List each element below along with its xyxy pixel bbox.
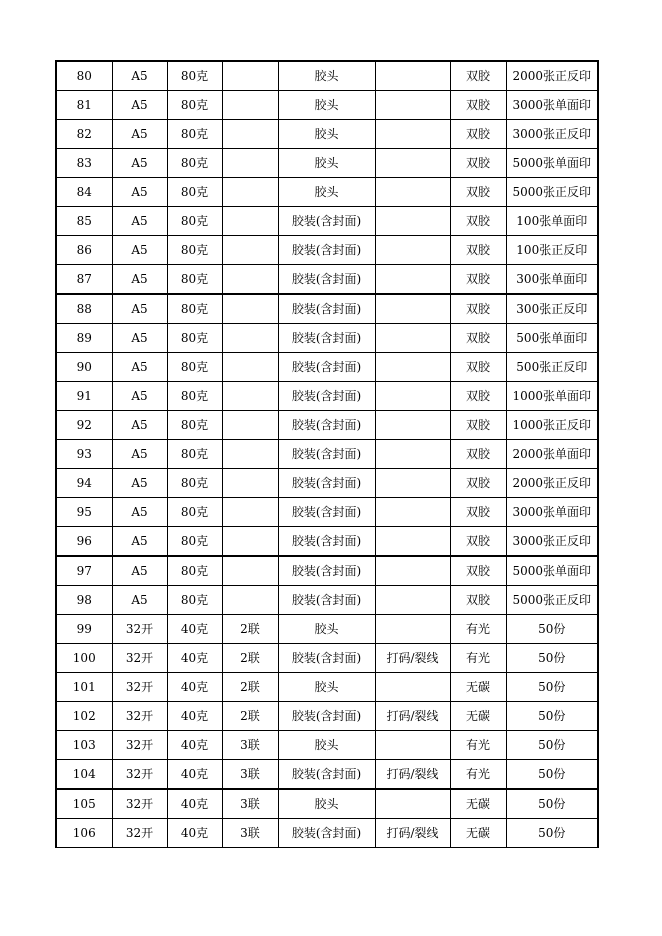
- process-cell: [375, 527, 450, 557]
- copies-cell: [222, 294, 278, 324]
- quantity-cell: 50份: [506, 644, 598, 673]
- table-row: [56, 207, 598, 236]
- size-cell: 32开: [112, 789, 167, 819]
- binding-cell: 胶装(含封面): [278, 294, 375, 324]
- quantity-cell: 50份: [506, 760, 598, 790]
- table-row: [56, 411, 598, 440]
- row-number-cell: 104: [56, 760, 112, 790]
- paper-weight-cell: 80克: [167, 207, 222, 236]
- row-number-cell: 99: [56, 615, 112, 644]
- paper-type-cell: 有光: [450, 760, 506, 790]
- quantity-cell: 5000张正反印: [506, 586, 598, 615]
- row-number-cell: 103: [56, 731, 112, 760]
- size-cell: 32开: [112, 702, 167, 731]
- copies-cell: [222, 382, 278, 411]
- paper-weight-cell: 80克: [167, 382, 222, 411]
- process-cell: [375, 615, 450, 644]
- binding-cell: 胶头: [278, 61, 375, 91]
- table-row: [56, 498, 598, 527]
- table-row: [56, 294, 598, 324]
- copies-cell: [222, 498, 278, 527]
- binding-cell: 胶头: [278, 731, 375, 760]
- quantity-cell: 500张正反印: [506, 353, 598, 382]
- paper-type-cell: 双胶: [450, 556, 506, 586]
- process-cell: [375, 120, 450, 149]
- copies-cell: [222, 178, 278, 207]
- paper-weight-cell: 80克: [167, 498, 222, 527]
- paper-weight-cell: 40克: [167, 731, 222, 760]
- row-number-cell: 83: [56, 149, 112, 178]
- paper-weight-cell: 80克: [167, 265, 222, 295]
- paper-type-cell: 无碳: [450, 789, 506, 819]
- size-cell: 32开: [112, 615, 167, 644]
- row-number-cell: 94: [56, 469, 112, 498]
- row-number-cell: 90: [56, 353, 112, 382]
- table-row: [56, 556, 598, 586]
- binding-cell: 胶头: [278, 149, 375, 178]
- row-number-cell: 98: [56, 586, 112, 615]
- quantity-cell: 50份: [506, 789, 598, 819]
- process-cell: [375, 91, 450, 120]
- size-cell: A5: [112, 61, 167, 91]
- quantity-cell: 100张正反印: [506, 236, 598, 265]
- binding-cell: 胶头: [278, 91, 375, 120]
- price-table: [55, 60, 599, 848]
- binding-cell: 胶装(含封面): [278, 353, 375, 382]
- process-cell: [375, 586, 450, 615]
- row-number-cell: 100: [56, 644, 112, 673]
- paper-weight-cell: 80克: [167, 527, 222, 557]
- quantity-cell: 500张单面印: [506, 324, 598, 353]
- binding-cell: 胶装(含封面): [278, 440, 375, 469]
- quantity-cell: 2000张正反印: [506, 469, 598, 498]
- process-cell: [375, 265, 450, 295]
- paper-weight-cell: 80克: [167, 236, 222, 265]
- quantity-cell: 50份: [506, 702, 598, 731]
- paper-weight-cell: 40克: [167, 644, 222, 673]
- copies-cell: [222, 324, 278, 353]
- process-cell: [375, 556, 450, 586]
- size-cell: A5: [112, 353, 167, 382]
- paper-type-cell: 双胶: [450, 178, 506, 207]
- size-cell: 32开: [112, 760, 167, 790]
- table-row: [56, 469, 598, 498]
- process-cell: [375, 382, 450, 411]
- paper-type-cell: 双胶: [450, 498, 506, 527]
- process-cell: [375, 440, 450, 469]
- size-cell: 32开: [112, 731, 167, 760]
- paper-type-cell: 双胶: [450, 586, 506, 615]
- copies-cell: [222, 265, 278, 295]
- process-cell: [375, 236, 450, 265]
- size-cell: A5: [112, 120, 167, 149]
- quantity-cell: 3000张正反印: [506, 120, 598, 149]
- paper-type-cell: 双胶: [450, 440, 506, 469]
- quantity-cell: 3000张单面印: [506, 91, 598, 120]
- paper-weight-cell: 80克: [167, 149, 222, 178]
- process-cell: 打码/裂线: [375, 819, 450, 848]
- process-cell: [375, 731, 450, 760]
- row-number-cell: 82: [56, 120, 112, 149]
- binding-cell: 胶装(含封面): [278, 498, 375, 527]
- paper-type-cell: 有光: [450, 644, 506, 673]
- paper-weight-cell: 80克: [167, 294, 222, 324]
- paper-weight-cell: 40克: [167, 789, 222, 819]
- paper-type-cell: 有光: [450, 731, 506, 760]
- binding-cell: 胶装(含封面): [278, 556, 375, 586]
- size-cell: A5: [112, 91, 167, 120]
- row-number-cell: 84: [56, 178, 112, 207]
- row-number-cell: 91: [56, 382, 112, 411]
- size-cell: 32开: [112, 644, 167, 673]
- size-cell: A5: [112, 469, 167, 498]
- size-cell: A5: [112, 324, 167, 353]
- row-number-cell: 87: [56, 265, 112, 295]
- row-number-cell: 93: [56, 440, 112, 469]
- table-row: [56, 61, 598, 91]
- paper-type-cell: 双胶: [450, 294, 506, 324]
- process-cell: [375, 411, 450, 440]
- process-cell: [375, 178, 450, 207]
- binding-cell: 胶装(含封面): [278, 411, 375, 440]
- binding-cell: 胶装(含封面): [278, 527, 375, 557]
- copies-cell: [222, 411, 278, 440]
- table-row: [56, 265, 598, 295]
- size-cell: A5: [112, 178, 167, 207]
- table-row: [56, 789, 598, 819]
- binding-cell: 胶头: [278, 615, 375, 644]
- binding-cell: 胶头: [278, 178, 375, 207]
- process-cell: [375, 673, 450, 702]
- copies-cell: 3联: [222, 789, 278, 819]
- binding-cell: 胶装(含封面): [278, 382, 375, 411]
- binding-cell: 胶头: [278, 120, 375, 149]
- paper-type-cell: 双胶: [450, 91, 506, 120]
- process-cell: [375, 294, 450, 324]
- table-row: [56, 178, 598, 207]
- table-row: [56, 353, 598, 382]
- table-row: [56, 382, 598, 411]
- paper-weight-cell: 80克: [167, 178, 222, 207]
- size-cell: A5: [112, 498, 167, 527]
- size-cell: 32开: [112, 819, 167, 848]
- paper-type-cell: 双胶: [450, 207, 506, 236]
- row-number-cell: 85: [56, 207, 112, 236]
- quantity-cell: 5000张单面印: [506, 556, 598, 586]
- size-cell: A5: [112, 382, 167, 411]
- row-number-cell: 102: [56, 702, 112, 731]
- binding-cell: 胶装(含封面): [278, 644, 375, 673]
- quantity-cell: 3000张正反印: [506, 527, 598, 557]
- paper-weight-cell: 80克: [167, 469, 222, 498]
- quantity-cell: 50份: [506, 819, 598, 848]
- quantity-cell: 50份: [506, 731, 598, 760]
- paper-weight-cell: 80克: [167, 440, 222, 469]
- row-number-cell: 92: [56, 411, 112, 440]
- process-cell: [375, 149, 450, 178]
- copies-cell: 3联: [222, 819, 278, 848]
- row-number-cell: 89: [56, 324, 112, 353]
- row-number-cell: 95: [56, 498, 112, 527]
- paper-type-cell: 双胶: [450, 469, 506, 498]
- row-number-cell: 97: [56, 556, 112, 586]
- row-number-cell: 96: [56, 527, 112, 557]
- size-cell: A5: [112, 149, 167, 178]
- quantity-cell: 1000张正反印: [506, 411, 598, 440]
- binding-cell: 胶装(含封面): [278, 207, 375, 236]
- paper-weight-cell: 80克: [167, 61, 222, 91]
- table-row: [56, 731, 598, 760]
- paper-weight-cell: 80克: [167, 556, 222, 586]
- table-row: [56, 91, 598, 120]
- quantity-cell: 100张单面印: [506, 207, 598, 236]
- binding-cell: 胶装(含封面): [278, 760, 375, 790]
- process-cell: [375, 353, 450, 382]
- quantity-cell: 2000张正反印: [506, 61, 598, 91]
- row-number-cell: 105: [56, 789, 112, 819]
- copies-cell: 2联: [222, 673, 278, 702]
- row-number-cell: 106: [56, 819, 112, 848]
- process-cell: [375, 469, 450, 498]
- paper-weight-cell: 80克: [167, 411, 222, 440]
- quantity-cell: 50份: [506, 615, 598, 644]
- table-row: [56, 702, 598, 731]
- quantity-cell: 2000张单面印: [506, 440, 598, 469]
- row-number-cell: 88: [56, 294, 112, 324]
- binding-cell: 胶装(含封面): [278, 819, 375, 848]
- table-row: [56, 149, 598, 178]
- copies-cell: [222, 149, 278, 178]
- paper-weight-cell: 80克: [167, 324, 222, 353]
- paper-weight-cell: 40克: [167, 673, 222, 702]
- table-row: [56, 615, 598, 644]
- quantity-cell: 300张正反印: [506, 294, 598, 324]
- table-row: [56, 236, 598, 265]
- copies-cell: 3联: [222, 731, 278, 760]
- copies-cell: 2联: [222, 702, 278, 731]
- copies-cell: [222, 469, 278, 498]
- binding-cell: 胶装(含封面): [278, 702, 375, 731]
- row-number-cell: 80: [56, 61, 112, 91]
- size-cell: A5: [112, 294, 167, 324]
- copies-cell: [222, 120, 278, 149]
- copies-cell: [222, 527, 278, 557]
- paper-type-cell: 双胶: [450, 149, 506, 178]
- table-row: [56, 120, 598, 149]
- binding-cell: 胶装(含封面): [278, 236, 375, 265]
- quantity-cell: 300张单面印: [506, 265, 598, 295]
- copies-cell: [222, 586, 278, 615]
- paper-type-cell: 有光: [450, 615, 506, 644]
- copies-cell: [222, 353, 278, 382]
- table-row: [56, 586, 598, 615]
- table-body: [56, 61, 598, 848]
- paper-weight-cell: 40克: [167, 819, 222, 848]
- size-cell: A5: [112, 236, 167, 265]
- process-cell: 打码/裂线: [375, 644, 450, 673]
- paper-type-cell: 无碳: [450, 819, 506, 848]
- copies-cell: 2联: [222, 644, 278, 673]
- paper-weight-cell: 80克: [167, 120, 222, 149]
- paper-type-cell: 双胶: [450, 265, 506, 295]
- size-cell: A5: [112, 207, 167, 236]
- quantity-cell: 1000张单面印: [506, 382, 598, 411]
- paper-type-cell: 双胶: [450, 353, 506, 382]
- table-row: [56, 673, 598, 702]
- paper-type-cell: 无碳: [450, 702, 506, 731]
- paper-weight-cell: 80克: [167, 353, 222, 382]
- paper-type-cell: 双胶: [450, 120, 506, 149]
- process-cell: 打码/裂线: [375, 760, 450, 790]
- table-row: [56, 324, 598, 353]
- paper-weight-cell: 80克: [167, 586, 222, 615]
- table-row: [56, 527, 598, 557]
- row-number-cell: 101: [56, 673, 112, 702]
- quantity-cell: 5000张单面印: [506, 149, 598, 178]
- process-cell: [375, 498, 450, 527]
- paper-weight-cell: 40克: [167, 615, 222, 644]
- process-cell: [375, 324, 450, 353]
- paper-weight-cell: 40克: [167, 760, 222, 790]
- copies-cell: [222, 556, 278, 586]
- size-cell: A5: [112, 586, 167, 615]
- binding-cell: 胶头: [278, 673, 375, 702]
- process-cell: [375, 207, 450, 236]
- size-cell: 32开: [112, 673, 167, 702]
- copies-cell: [222, 236, 278, 265]
- size-cell: A5: [112, 556, 167, 586]
- table-row: [56, 644, 598, 673]
- quantity-cell: 3000张单面印: [506, 498, 598, 527]
- process-cell: [375, 61, 450, 91]
- size-cell: A5: [112, 527, 167, 557]
- copies-cell: [222, 440, 278, 469]
- quantity-cell: 50份: [506, 673, 598, 702]
- paper-type-cell: 双胶: [450, 324, 506, 353]
- table-row: [56, 819, 598, 848]
- process-cell: [375, 789, 450, 819]
- paper-type-cell: 双胶: [450, 411, 506, 440]
- binding-cell: 胶头: [278, 789, 375, 819]
- row-number-cell: 81: [56, 91, 112, 120]
- table-row: [56, 440, 598, 469]
- paper-type-cell: 双胶: [450, 382, 506, 411]
- process-cell: 打码/裂线: [375, 702, 450, 731]
- paper-type-cell: 双胶: [450, 236, 506, 265]
- paper-type-cell: 双胶: [450, 527, 506, 557]
- paper-type-cell: 双胶: [450, 61, 506, 91]
- size-cell: A5: [112, 411, 167, 440]
- paper-weight-cell: 40克: [167, 702, 222, 731]
- paper-type-cell: 无碳: [450, 673, 506, 702]
- table-row: [56, 760, 598, 790]
- paper-weight-cell: 80克: [167, 91, 222, 120]
- copies-cell: 3联: [222, 760, 278, 790]
- copies-cell: 2联: [222, 615, 278, 644]
- quantity-cell: 5000张正反印: [506, 178, 598, 207]
- binding-cell: 胶装(含封面): [278, 469, 375, 498]
- binding-cell: 胶装(含封面): [278, 324, 375, 353]
- copies-cell: [222, 91, 278, 120]
- binding-cell: 胶装(含封面): [278, 265, 375, 295]
- binding-cell: 胶装(含封面): [278, 586, 375, 615]
- size-cell: A5: [112, 440, 167, 469]
- copies-cell: [222, 61, 278, 91]
- size-cell: A5: [112, 265, 167, 295]
- copies-cell: [222, 207, 278, 236]
- row-number-cell: 86: [56, 236, 112, 265]
